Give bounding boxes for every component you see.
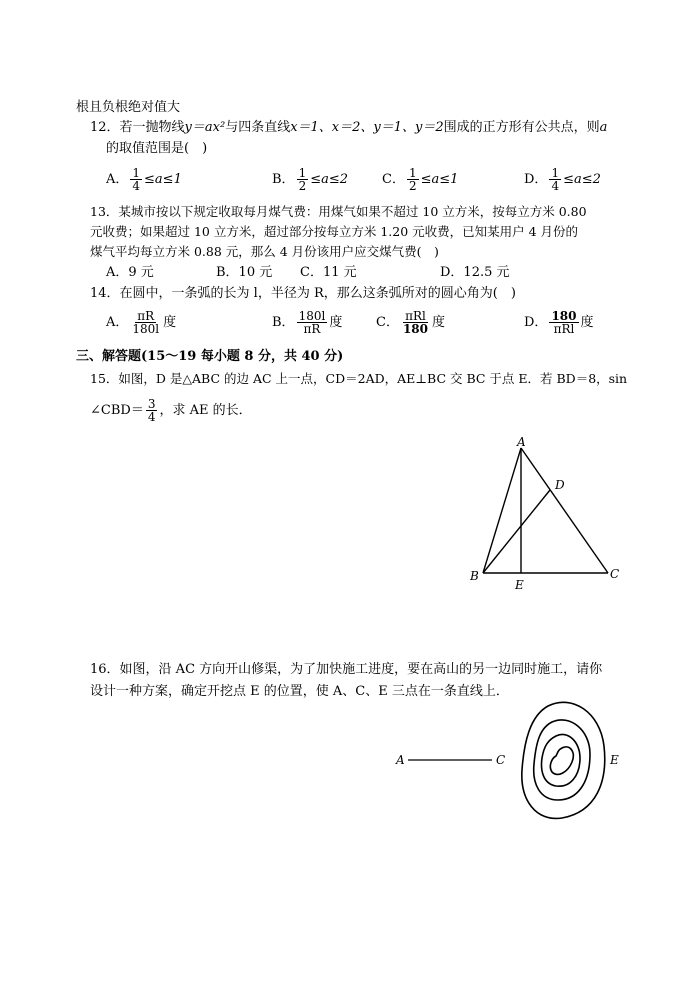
q12-option-d xyxy=(524,167,601,192)
fraction-numerator: 1 xyxy=(551,166,560,180)
contour-middle xyxy=(534,720,590,800)
point-label-d: D xyxy=(555,478,565,492)
fraction-numerator: πR xyxy=(137,309,155,323)
contour-lines xyxy=(522,702,605,818)
q12-option-a xyxy=(106,167,182,192)
q12-line2: 的取值范围是( ) xyxy=(106,141,208,156)
q15-fraction xyxy=(146,398,158,423)
q16-line1: 16．如图，沿 AC 方向开山修渠，为了加快施工进度，要在高山的另一边同时施工，请你 xyxy=(90,662,603,677)
q15-line2-post: ，求 AE 的长． xyxy=(159,403,252,418)
fraction-numerator: 180l xyxy=(298,309,326,323)
q13-option-b: B．10 元 xyxy=(216,265,273,280)
q12-option-c xyxy=(382,167,458,192)
segment-bd xyxy=(483,490,550,573)
q12-option-rest: ≤a≤2 xyxy=(310,172,349,187)
point-label-e: E xyxy=(515,578,524,592)
q12-option-b xyxy=(272,167,348,192)
point-label-a: A xyxy=(517,435,526,449)
q14-option-fraction xyxy=(549,310,578,335)
q14-option-unit: 度 xyxy=(163,315,177,330)
contour-peak xyxy=(550,747,573,774)
q14-option-fraction xyxy=(401,310,430,335)
q12-option-label: B． xyxy=(272,172,295,187)
q12-lines: x＝1、x＝2、y＝1、y＝2 xyxy=(290,120,444,135)
point-label-a: A xyxy=(396,753,405,767)
fraction-numerator: 1 xyxy=(298,166,307,180)
point-label-e: E xyxy=(610,753,619,767)
q12-option-fraction xyxy=(130,167,142,192)
fraction-numerator: 3 xyxy=(147,397,156,411)
q14-option-label: A． xyxy=(106,315,129,330)
q12-option-label: A． xyxy=(106,172,129,187)
q12-option-fraction xyxy=(407,167,419,192)
fraction-denominator: 2 xyxy=(298,179,307,193)
fraction-denominator: 4 xyxy=(551,179,560,193)
fraction-denominator: 4 xyxy=(132,179,141,193)
fraction-denominator: πR xyxy=(303,322,321,336)
q14-option-label: C． xyxy=(376,315,399,330)
q14-option-d xyxy=(524,310,594,335)
q14-option-label: D． xyxy=(524,315,548,330)
fraction-numerator: πRl xyxy=(405,309,426,323)
q14-option-b xyxy=(272,310,342,335)
q13-line1: 13．某城市按以下规定收取每月煤气费：用煤气如果不超过 10 立方米，按每立方米 0.80 xyxy=(90,204,587,219)
q15-line2 xyxy=(90,398,252,423)
q12-option-label: C． xyxy=(382,172,405,187)
segment-ac xyxy=(521,448,608,573)
q13-option-c: C．11 元 xyxy=(300,265,357,280)
q15-line1: 15．如图，D 是△ABC 的边 AC 上一点，CD＝2AD，AE⊥BC 交 BC 于点 E．若 BD＝8，sin xyxy=(90,371,628,386)
fraction-denominator: πRl xyxy=(553,322,575,336)
q14-option-a xyxy=(106,310,176,335)
contour-inner xyxy=(542,734,580,786)
q14-option-label: B． xyxy=(272,315,295,330)
fraction-denominator: 4 xyxy=(147,410,156,424)
q14-option-fraction xyxy=(297,310,328,335)
q12-option-rest: ≤a≤1 xyxy=(144,172,182,187)
point-label-c: C xyxy=(610,567,620,581)
q12-line1-mid: 与四条直线 xyxy=(225,120,291,135)
fraction-numerator: 1 xyxy=(132,166,141,180)
q14-option-c xyxy=(376,310,445,335)
q12-option-fraction xyxy=(297,167,309,192)
q12-line1-pre: 12．若一抛物线 xyxy=(90,120,185,135)
q12-option-label: D． xyxy=(524,172,548,187)
triangle-abc xyxy=(483,448,608,573)
segment-ab xyxy=(483,448,521,573)
fraction-denominator: 180l xyxy=(132,322,160,336)
section-heading: 三、解答题(15～19 每小题 8 分，共 40 分) xyxy=(76,349,344,364)
q13-option-d: D．12.5 元 xyxy=(440,265,510,280)
q14-option-unit: 度 xyxy=(432,315,446,330)
q13-line3: 煤气平均每立方米 0.88 元，那么 4 月份该用户应交煤气费( ) xyxy=(90,244,439,259)
q13-line2: 元收费；如果超过 10 立方米，超过部分按每立方米 1.20 元收费，已知某用户 4 月份的 xyxy=(90,224,579,239)
q14-option-unit: 度 xyxy=(580,315,594,330)
q14-line1: 14．在圆中，一条弧的长为 l，半径为 R，那么这条弧所对的圆心角为( ) xyxy=(90,286,516,301)
q12-line1 xyxy=(90,120,607,136)
fraction-numerator: 180 xyxy=(551,309,577,323)
q12-option-fraction xyxy=(549,167,561,192)
q12-option-rest: ≤a≤2 xyxy=(563,172,601,187)
fraction-denominator: 180 xyxy=(402,322,429,336)
q13-option-a: A．9 元 xyxy=(106,265,154,280)
q14-option-fraction xyxy=(130,310,161,335)
top-note: 根且负根绝对值大 xyxy=(76,100,181,115)
contour-outer xyxy=(522,702,605,818)
q14-option-unit: 度 xyxy=(329,315,343,330)
q15-line2-pre: ∠CBD＝ xyxy=(90,403,144,418)
fraction-denominator: 2 xyxy=(408,179,417,193)
q12-formula: y＝ax² xyxy=(184,120,226,135)
point-label-b: B xyxy=(470,569,479,583)
point-label-c: C xyxy=(496,753,506,767)
q12-line1-post: 围成的正方形有公共点，则 xyxy=(443,120,600,135)
q12-var: a xyxy=(599,120,608,135)
q16-line2: 设计一种方案，确定开挖点 E 的位置，使 A、C、E 三点在一条直线上． xyxy=(90,684,509,699)
q12-option-rest: ≤a≤1 xyxy=(420,172,459,187)
fraction-numerator: 1 xyxy=(408,166,417,180)
